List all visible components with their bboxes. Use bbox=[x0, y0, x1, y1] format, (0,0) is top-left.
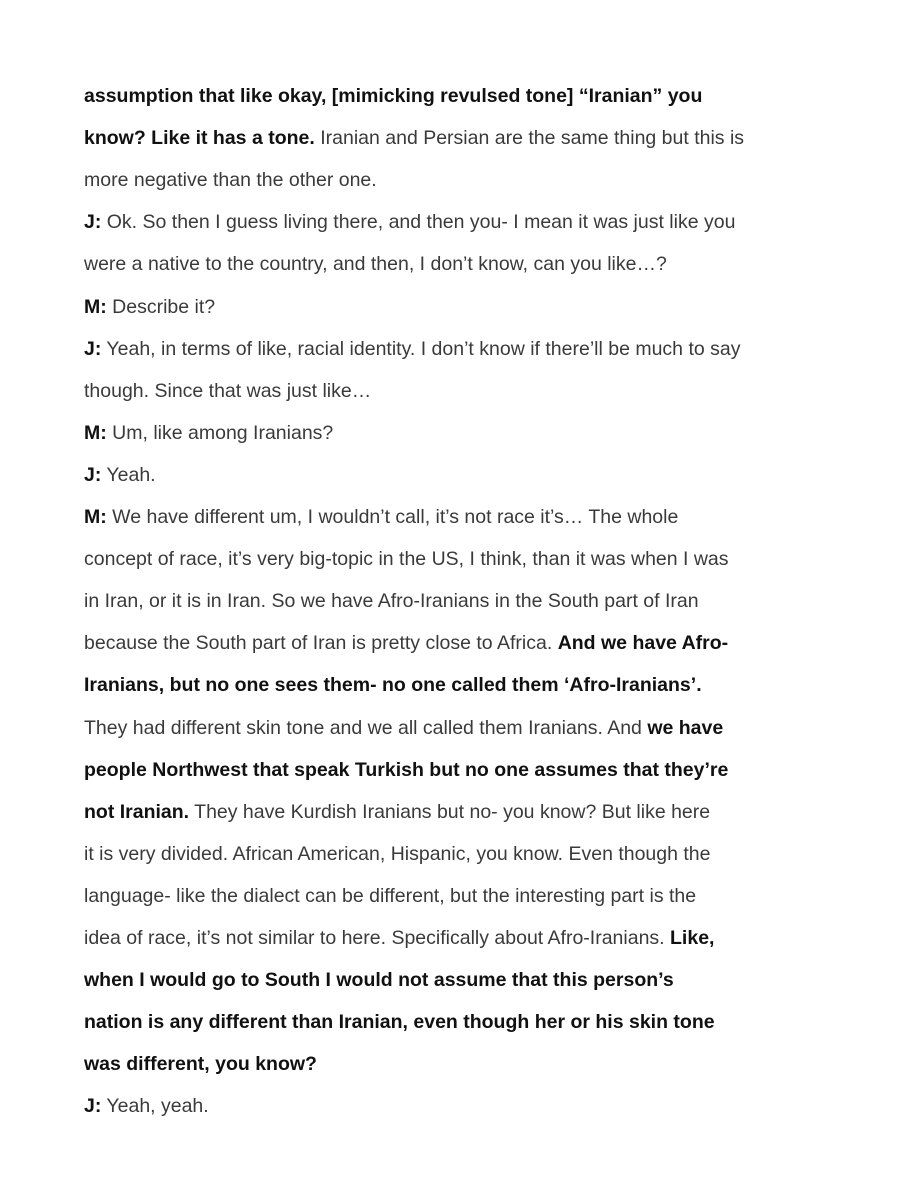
transcript-line bbox=[84, 84, 702, 108]
transcript-line bbox=[84, 252, 667, 276]
transcript-line bbox=[84, 673, 702, 697]
transcript-text: more negative than the other one. bbox=[84, 169, 377, 192]
transcript-line bbox=[84, 1052, 317, 1076]
transcript-text: because the South part of Iran is pretty close to Africa. bbox=[84, 632, 558, 655]
transcript-line bbox=[84, 379, 371, 403]
transcript-text: concept of race, it’s very big-topic in the US, I think, than it was when I was bbox=[84, 548, 729, 571]
emphasized-text: M: bbox=[84, 295, 107, 318]
transcript-line bbox=[84, 168, 377, 192]
transcript-line bbox=[84, 800, 710, 824]
transcript-line bbox=[84, 1094, 209, 1118]
transcript-line bbox=[84, 758, 728, 782]
transcript-text: were a native to the country, and then, I don’t know, can you like…? bbox=[84, 253, 667, 276]
transcript-text: Yeah, in terms of like, racial identity. I don’t know if there’ll be much to say bbox=[101, 337, 741, 360]
transcript-text: Ok. So then I guess living there, and then you- I mean it was just like you bbox=[101, 211, 736, 234]
transcript-text: in Iran, or it is in Iran. So we have Afro-Iranians in the South part of Iran bbox=[84, 590, 699, 613]
emphasized-text: nation is any different than Iranian, even though her or his skin tone bbox=[84, 1011, 715, 1034]
transcript-line bbox=[84, 589, 699, 613]
emphasized-text: Like, bbox=[670, 927, 715, 949]
transcript-line bbox=[84, 884, 696, 908]
transcript-text: though. Since that was just like… bbox=[84, 379, 372, 402]
transcript-line bbox=[84, 631, 728, 655]
emphasized-text: And we have Afro- bbox=[557, 632, 729, 655]
transcript-line bbox=[84, 210, 735, 234]
transcript-line bbox=[84, 968, 674, 992]
emphasized-text: when I would go to South I would not assume that this person’s bbox=[84, 969, 674, 992]
transcript-text: They had different skin tone and we all called them Iranians. And bbox=[84, 716, 648, 739]
transcript-line bbox=[84, 463, 156, 487]
transcript-line bbox=[84, 421, 333, 445]
emphasized-text: people Northwest that speak Turkish but no one assumes that they’re bbox=[84, 758, 729, 781]
emphasized-text: M: bbox=[84, 421, 107, 444]
transcript-text: We have different um, I wouldn’t call, it’s not race it’s… The whole bbox=[106, 506, 679, 528]
emphasized-text: J: bbox=[84, 211, 102, 234]
transcript-text: Um, like among Iranians? bbox=[106, 421, 334, 444]
transcript-line bbox=[84, 926, 714, 950]
transcript-line bbox=[84, 337, 740, 361]
transcript-line bbox=[84, 505, 678, 529]
transcript-text: Yeah. bbox=[101, 463, 156, 486]
transcript-line bbox=[84, 295, 215, 319]
emphasized-text: Iranians, but no one sees them- no one called them ‘Afro-Iranians’. bbox=[84, 674, 702, 697]
emphasized-text: know? Like it has a tone. bbox=[84, 127, 315, 150]
transcript-line bbox=[84, 842, 711, 866]
transcript-text: language- like the dialect can be different, but the interesting part is the bbox=[84, 884, 697, 907]
transcript-text: They have Kurdish Iranians but no- you know? But like here bbox=[189, 800, 711, 823]
emphasized-text: J: bbox=[84, 1095, 102, 1118]
transcript-text: Yeah, yeah. bbox=[101, 1095, 209, 1118]
transcript-line bbox=[84, 547, 729, 571]
emphasized-text: assumption that like okay, [mimicking revulsed tone] “Iranian” you bbox=[84, 85, 703, 107]
transcript-text: it is very divided. African American, Hispanic, you know. Even though the bbox=[84, 842, 711, 865]
transcript-text: Describe it? bbox=[106, 295, 216, 318]
transcript-text: idea of race, it’s not similar to here. Specifically about Afro-Iranians. bbox=[84, 927, 671, 949]
transcript-line bbox=[84, 716, 723, 740]
emphasized-text: M: bbox=[84, 506, 107, 528]
transcript-text: Iranian and Persian are the same thing but this is bbox=[314, 127, 745, 150]
emphasized-text: J: bbox=[84, 337, 102, 360]
emphasized-text: not Iranian. bbox=[84, 800, 190, 823]
emphasized-text: was different, you know? bbox=[84, 1053, 317, 1076]
emphasized-text: we have bbox=[647, 716, 724, 739]
transcript-line bbox=[84, 126, 744, 150]
emphasized-text: J: bbox=[84, 463, 102, 486]
transcript-line bbox=[84, 1010, 715, 1034]
